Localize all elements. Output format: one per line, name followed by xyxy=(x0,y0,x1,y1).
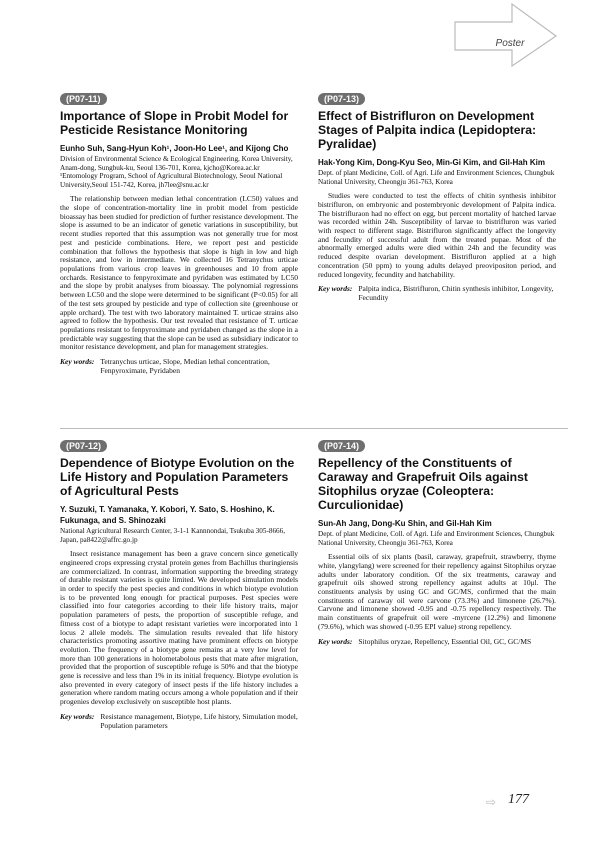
section-divider xyxy=(60,428,568,429)
abstract-body: Essential oils of six plants (basil, caraway, grapefruit, strawberry, thyme white, ylangylang) were screened for their repellency against Sitophilus oryzae adults under laboratory condition. Of the six treatments, caraway and grapefruit oils showed strong repellency against adults at 10μl. The constituents analysis by using GC and GC/MS, confirmed that the main constituents of caraway oil were carvone (73.3%) and limonene (26.7%). Carvone and limonene showed -0.95 and -0.75 repellency respectively. The main constituents of grapefruit oil were -myrcene (12.2%) and limonene (79.6%), which was showed (-0.95 EPI value) strong repellency. xyxy=(318,552,556,631)
abstract-affiliation: Dept. of plant Medicine, Coll. of Agri. Life and Environment Sciences, Chungbuk National University, Cheongju 361-763, Korea xyxy=(318,530,555,547)
abstract-keywords xyxy=(60,713,298,730)
keywords-label: Key words: xyxy=(318,636,353,646)
abstract-title: Repellency of the Constituents of Caraway and Grapefruit Oils against Sitophilus oryzae (Coleoptera: Curculionidae) xyxy=(318,456,528,512)
abstract-id: (P07-14) xyxy=(318,440,365,452)
abstract-affiliation: National Agricultural Research Center, 3-1-1 Kannnondai, Tsukuba 305-8666, Japan, pa8422@affrc.go.jp xyxy=(60,527,286,544)
abstract-id: (P07-11) xyxy=(60,93,107,105)
abstract-keywords xyxy=(60,358,298,375)
abstract-affiliation: Dept. of plant Medicine, Coll. of Agri. Life and Environment Sciences, Chungbuk National University, Cheongju 361-763, Korea xyxy=(318,169,555,186)
section-label: Poster xyxy=(495,38,525,49)
abstract-authors: Eunho Suh, Sang-Hyun Koh¹, Joon-Ho Lee¹, and Kijong Cho xyxy=(60,144,289,153)
abstract-p07-11 xyxy=(60,89,298,375)
page-arrow-icon: ⇨ xyxy=(486,795,497,809)
abstract-title: Effect of Bistrifluron on Development Stages of Palpita indica (Lepidoptera: Pyralidae) xyxy=(318,109,537,151)
abstract-id: (P07-12) xyxy=(60,440,107,452)
abstract-title: Dependence of Biotype Evolution on the Life History and Population Parameters of Agricultural Pests xyxy=(60,456,295,498)
abstract-id: (P07-13) xyxy=(318,93,365,105)
abstract-title: Importance of Slope in Probit Model for Pesticide Resistance Monitoring xyxy=(60,109,289,137)
abstract-body: Studies were conducted to test the effects of chitin synthesis inhibitor bistrifluron, on embryonic and postembryonic development of Palpita indica. The bistrifluraon had no effect on egg, but percent mortality of hatched larvae was recorded within 24h. Susceptibility of larvae to bistrifluron was varied with respect to different stage. Bistrifluron significantly affect the longevity and fecundity of successful adult from the treated pupae. Most of the abnormally emerged adults were died within 24h and the fecundity was reduced despite ovarian development. Bistrifluron applied at a high concentration (50 ppm) to young adults delayed preovipositon period, and reduced longevity, fecundity and hatchability. xyxy=(318,191,556,279)
abstract-authors: Sun-Ah Jang, Dong-Ku Shin, and Gil-Hah Kim xyxy=(318,519,492,528)
abstract-authors: Y. Suzuki, T. Yamanaka, Y. Kobori, Y. Sato, S. Hoshino, K. Fukunaga, and S. Shinozaki xyxy=(60,505,275,525)
abstract-affiliation: Division of Environmental Science & Ecological Engineering, Korea University, Anam-dong, Sungbuk-ku, Seoul 136-701, Korea, kjcho@Korea.ac.kr ¹Entomology Program, School of Agricultural Biotechnology, Seoul National University,Seoul 151-742, Korea, jh7lee@snu.ac.kr xyxy=(60,155,293,189)
abstract-authors: Hak-Yong Kim, Dong-Kyu Seo, Min-Gi Kim, and Gil-Hah Kim xyxy=(318,158,545,167)
keywords-text: Sitophilus oryzae, Repellency, Essential Oil, GC, GC/MS xyxy=(358,636,532,646)
keywords-label: Key words: xyxy=(318,284,353,294)
abstract-p07-14 xyxy=(318,436,556,646)
page-number: 177 xyxy=(508,792,529,807)
keywords-label: Key words: xyxy=(60,711,95,721)
abstract-p07-13 xyxy=(318,89,556,303)
header-arrow-icon xyxy=(0,0,600,70)
keywords-text: Resistance management, Biotype, Life history, Simulation model, Population parameters xyxy=(100,711,298,730)
abstract-p07-12 xyxy=(60,436,298,730)
abstract-body: Insect resistance management has been a grave concern since genetically engineered crops expressing crystal protein genes from Bachillus thuringiensis are commercialized. In contrast, information supporting the breeding strategy of durable resistant varieties is quite limited. We developed simulation models in order to specify the pest species and conditions in which biotype evolution is to be prevented long enough for practical purposes. Pest species were classified into four categories according to their life history traits, major population parameters of pests, the proportion of susceptible refuge, and fitness cost of a biotype to adapt resistant varieties were incorporated into 1 locus 2 allele models. The simulation results revealed that life history characteristics promoting assortive mating have prominent effects on biotype evolution. The frequency of a biotype gene remains at a very low level for more than 100 generations in holometabolous pests that mate after migration, provided that the proportion of susceptible refuge is 50% and that the biotype gene is recessive and less than 1% in its initial frequency. Biotype evolution is also prevented in every category of insect pests if the life history includes a generation where random mating occurs among a whole population and if their progenies develop exclusively on susceptible host plants. xyxy=(60,549,298,707)
abstract-keywords xyxy=(318,638,556,647)
keywords-text: Palpita indica, Bistrifluron, Chitin synthesis inhibitor, Longevity, Fecundity xyxy=(358,284,554,302)
keywords-label: Key words: xyxy=(60,357,95,367)
abstract-body: The relationship between median lethal concentration (LC50) values and the slope of concentration-mortality line in probit model from pesticide bioassay has been studied for prediction of further resistance development. The slope is assumed to be an indicator of genetic variations in susceptibility, but recent studies reported that this assumption was not generally true for most pest and pesticide combinations. Here, we report pest and pesticide combination that follows the hypothesis that slope is high in low and high resistance, and low in intermediate. We collected 16 Tetranychus urticae populations from various crop leaves in greenhouses and 10 from apple orchards. Resistance to fenpyroximate and pyridaben was estimated by LC50 and the slope by probit analyses from bioassay. The polynomial regressions between LC50 and the slope were determined to be significant (P<0.05) for all of the test sets grouped by pesticide and type of collection site (greenhouse or apple orchard). The test with two laboratory maintained T. urticae strains also agreed to follow the hypothesis. Our test revealed that resistance of T. urticae populations resistant to fenpyroximate and pyridaben changed as the slope in a predictable way suggesting that the slope can be used as subsidiary indicator to monitor resistance development, and plan for management strategies. xyxy=(60,194,298,352)
abstract-keywords xyxy=(318,285,556,302)
keywords-text: Tetranychus urticae, Slope, Median lethal concentration, Fenpyroximate, Pyridaben xyxy=(100,357,270,375)
